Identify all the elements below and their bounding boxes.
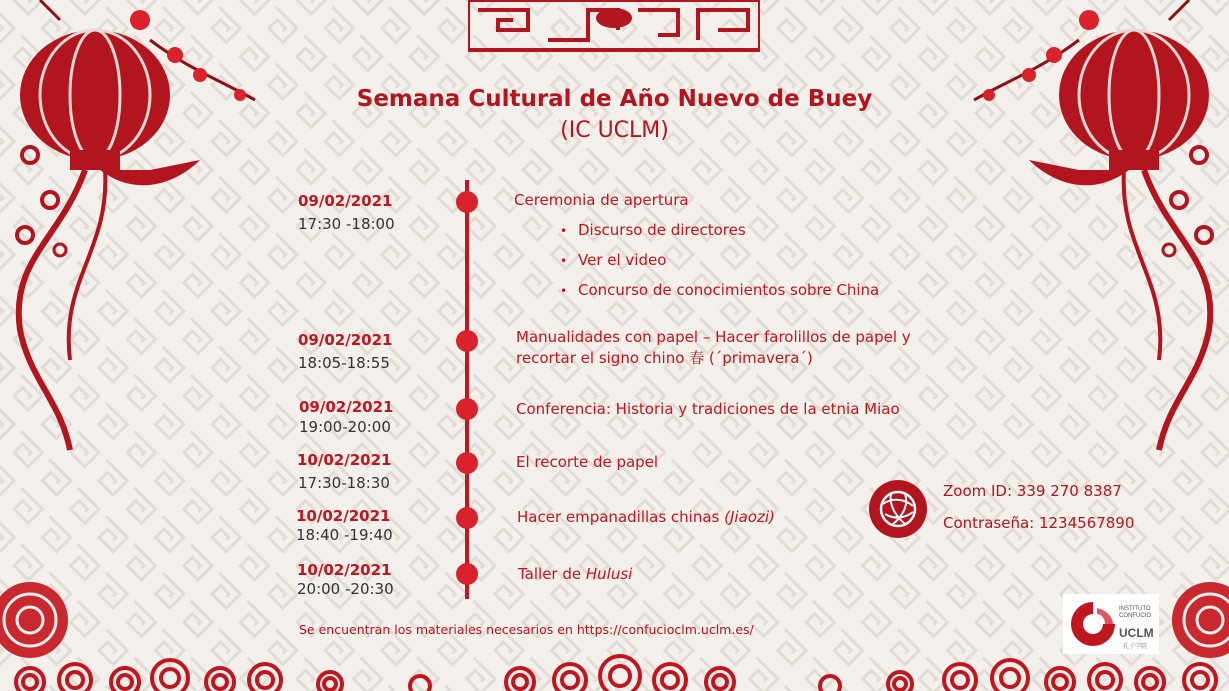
event-time: 18:40 -19:40 bbox=[296, 526, 393, 544]
event-date: 10/02/2021 bbox=[296, 507, 391, 525]
logo-chinese: 孔子学院 bbox=[1123, 643, 1148, 650]
timeline-dot bbox=[456, 398, 478, 420]
event-title: Conferencia: Historia y tradiciones de la etnia Miao bbox=[516, 400, 900, 418]
event-date: 10/02/2021 bbox=[297, 451, 392, 469]
page-subtitle: (IC UCLM) bbox=[560, 118, 669, 143]
zoom-password: Contraseña: 1234567890 bbox=[943, 514, 1135, 532]
bullet-text: Ver el video bbox=[578, 251, 667, 269]
page-title: Semana Cultural de Año Nuevo de Buey bbox=[356, 86, 873, 112]
event-title-line: recortar el signo chino 春 (´primavera´) bbox=[516, 349, 813, 367]
event-bullet bbox=[560, 281, 879, 299]
timeline-dot bbox=[456, 507, 478, 529]
logo-caption bbox=[1119, 606, 1151, 620]
event-title-italic: (Jiaozi) bbox=[724, 508, 775, 526]
logo-line: CONFUCIO bbox=[1119, 613, 1151, 619]
event-time: 18:05-18:55 bbox=[298, 354, 390, 372]
event-date: 10/02/2021 bbox=[297, 561, 392, 579]
event-title-italic: Hulusi bbox=[585, 565, 633, 583]
bottom-cloud-border bbox=[0, 652, 1229, 691]
top-lattice-ornament bbox=[468, 0, 760, 52]
right-lantern-decoration bbox=[969, 0, 1229, 460]
bullet-icon: • bbox=[560, 284, 568, 298]
timeline-dot bbox=[456, 563, 478, 585]
event-date: 09/02/2021 bbox=[298, 331, 393, 349]
zoom-id: Zoom ID: 339 270 8387 bbox=[943, 482, 1122, 500]
timeline-dot bbox=[456, 452, 478, 474]
event-date: 09/02/2021 bbox=[299, 398, 394, 416]
event-title-text: Hacer empanadillas chinas bbox=[517, 508, 725, 526]
timeline-dot bbox=[456, 330, 478, 352]
logo-name: UCLM bbox=[1119, 626, 1154, 640]
event-title: Ceremonia de apertura bbox=[514, 191, 689, 209]
event-time: 17:30-18:30 bbox=[298, 474, 390, 492]
event-bullet bbox=[560, 251, 666, 269]
left-lantern-decoration bbox=[0, 0, 260, 460]
event-time: 17:30 -18:00 bbox=[298, 215, 395, 233]
event-title bbox=[517, 507, 775, 528]
event-time: 19:00-20:00 bbox=[299, 418, 391, 436]
event-bullet bbox=[560, 221, 746, 239]
event-date: 09/02/2021 bbox=[298, 192, 393, 210]
zoom-logo-icon bbox=[869, 480, 927, 538]
institute-logo bbox=[1063, 594, 1159, 654]
event-title-text: Taller de bbox=[518, 565, 586, 583]
event-title bbox=[518, 564, 632, 585]
event-title bbox=[516, 327, 911, 369]
timeline-dot bbox=[456, 191, 478, 213]
event-time: 20:00 -20:30 bbox=[297, 580, 394, 598]
event-title: El recorte de papel bbox=[516, 453, 659, 471]
confucius-institute-logo-icon bbox=[1067, 598, 1119, 650]
logo-line: INSTITUTO bbox=[1119, 606, 1151, 612]
event-title-line: Manualidades con papel – Hacer farolillos de papel y bbox=[516, 328, 911, 346]
materials-note: Se encuentran los materiales necesarios en https://confucioclm.uclm.es/ bbox=[299, 622, 754, 637]
bullet-icon: • bbox=[560, 254, 568, 268]
bullet-text: Discurso de directores bbox=[578, 221, 746, 239]
timeline-line bbox=[465, 180, 469, 599]
bullet-icon: • bbox=[560, 224, 568, 238]
bullet-text: Concurso de conocimientos sobre China bbox=[578, 281, 880, 299]
